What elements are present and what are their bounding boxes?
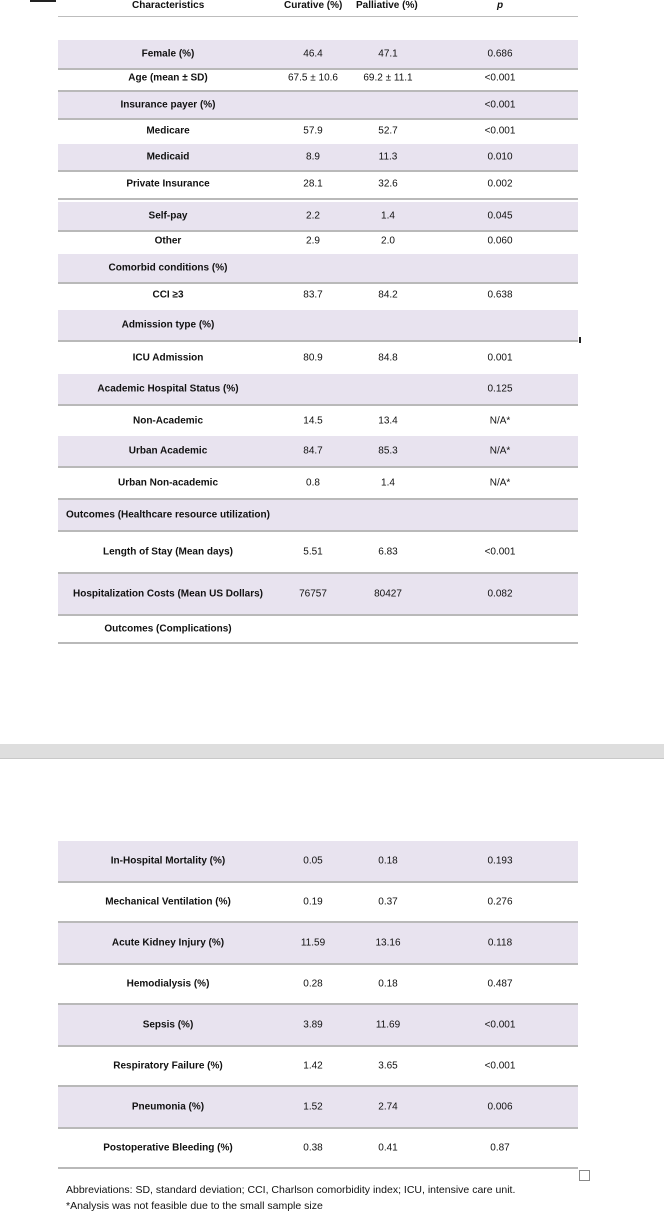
- p-value: <0.001: [484, 125, 516, 137]
- p-value: 0.006: [487, 1101, 513, 1113]
- palliative-value: 69.2 ± 11.1: [363, 72, 413, 84]
- row-label: Respiratory Failure (%): [113, 1060, 223, 1072]
- palliative-value: 84.8: [378, 352, 398, 364]
- row-label: Medicare: [146, 125, 190, 137]
- palliative-value: 2.0: [381, 235, 395, 247]
- curative-value: 28.1: [303, 178, 323, 190]
- p-value: <0.001: [484, 1060, 516, 1072]
- p-value: 0.487: [487, 978, 513, 990]
- table-row: [58, 280, 578, 312]
- table-row: [58, 500, 578, 532]
- document-page-2: [0, 758, 664, 1219]
- curative-value: 84.7: [303, 445, 323, 457]
- curative-value: 8.9: [306, 151, 320, 163]
- row-label: Urban Non-academic: [117, 477, 219, 489]
- table-row: [58, 883, 578, 923]
- table-row: [58, 342, 578, 376]
- footnote-asterisk: *Analysis was not feasible due to the small sample size: [66, 1200, 323, 1212]
- palliative-value: 84.2: [378, 289, 398, 301]
- row-label: Urban Academic: [128, 445, 208, 457]
- table-row: [58, 118, 578, 146]
- table-row: [58, 468, 578, 500]
- row-label: Postoperative Bleeding (%): [103, 1142, 233, 1154]
- curative-value: 0.28: [303, 978, 323, 990]
- p-value: 0.686: [487, 48, 513, 60]
- p-value: 0.87: [490, 1142, 510, 1154]
- palliative-value: 0.18: [378, 855, 398, 867]
- row-label: Hospitalization Costs (Mean US Dollars): [72, 588, 264, 600]
- p-value: 0.118: [487, 937, 513, 949]
- palliative-value: 0.37: [378, 896, 398, 908]
- row-label: Acute Kidney Injury (%): [111, 937, 225, 949]
- palliative-value: 52.7: [378, 125, 398, 137]
- palliative-value: 80427: [374, 588, 402, 600]
- table-row: [58, 1047, 578, 1087]
- curative-value: 2.9: [306, 235, 320, 247]
- row-label: Outcomes (Complications): [104, 623, 232, 635]
- p-value: <0.001: [484, 72, 516, 84]
- row-label: In-Hospital Mortality (%): [110, 855, 226, 867]
- header-palliative: Palliative (%): [356, 0, 418, 11]
- p-value: <0.001: [484, 1019, 516, 1031]
- p-value: 0.125: [487, 383, 513, 395]
- row-label: Non-Academic: [132, 415, 203, 427]
- page-tick-mark: [579, 337, 581, 343]
- table-row: [58, 406, 578, 438]
- header-p-value: p: [497, 0, 504, 11]
- p-value: N/A*: [489, 445, 511, 457]
- palliative-value: 11.69: [375, 1019, 401, 1031]
- p-value: <0.001: [484, 546, 516, 558]
- table-row: [58, 532, 578, 574]
- row-label: ICU Admission: [132, 352, 204, 364]
- palliative-value: 11.3: [378, 151, 398, 163]
- row-label: Admission type (%): [121, 319, 215, 331]
- p-value: 0.638: [487, 289, 513, 301]
- table-row: [58, 574, 578, 616]
- footnote-abbreviations: Abbreviations: SD, standard deviation; CCI, Charlson comorbidity index; ICU, intensive care unit.: [66, 1184, 516, 1196]
- curative-value: 14.5: [303, 415, 323, 427]
- palliative-value: 3.65: [378, 1060, 398, 1072]
- p-value: 0.002: [487, 178, 513, 190]
- header-characteristics: Characteristics: [132, 0, 205, 11]
- p-value: <0.001: [484, 99, 516, 111]
- palliative-value: 6.83: [378, 546, 398, 558]
- palliative-value: 1.4: [381, 210, 395, 222]
- row-label: Hemodialysis (%): [126, 978, 210, 990]
- palliative-value: 47.1: [378, 48, 398, 60]
- table-row: [58, 144, 578, 172]
- curative-value: 46.4: [303, 48, 323, 60]
- page-resize-handle[interactable]: [579, 1170, 590, 1181]
- table-row: [58, 1087, 578, 1129]
- row-label: Mechanical Ventilation (%): [105, 896, 231, 908]
- row-label: Comorbid conditions (%): [108, 262, 228, 274]
- table-row: [58, 92, 578, 120]
- table-row: [58, 923, 578, 965]
- table-row: [58, 310, 578, 342]
- curative-value: 2.2: [306, 210, 320, 222]
- page-corner-mark: [30, 0, 56, 2]
- table-row: [58, 66, 578, 92]
- curative-value: 0.05: [303, 855, 323, 867]
- palliative-value: 13.4: [378, 415, 398, 427]
- row-label: Age (mean ± SD): [128, 72, 208, 84]
- row-label: Medicaid: [146, 151, 190, 163]
- curative-value: 83.7: [303, 289, 323, 301]
- curative-value: 1.42: [303, 1060, 323, 1072]
- table-row: [58, 170, 578, 200]
- row-label: Sepsis (%): [142, 1019, 194, 1031]
- curative-value: 76757: [299, 588, 327, 600]
- table-row: [58, 841, 578, 883]
- p-value: 0.001: [487, 352, 513, 364]
- curative-value: 80.9: [303, 352, 323, 364]
- table-row: [58, 374, 578, 406]
- row-label: Pneumonia (%): [131, 1101, 205, 1113]
- row-label: CCI ≥3: [152, 289, 184, 301]
- p-value: N/A*: [489, 477, 511, 489]
- palliative-value: 0.41: [378, 1142, 398, 1154]
- table-row: [58, 1005, 578, 1047]
- row-label: Outcomes (Healthcare resource utilization): [66, 509, 270, 521]
- curative-value: 0.19: [303, 896, 323, 908]
- palliative-value: 85.3: [378, 445, 398, 457]
- header-rule: [58, 16, 578, 17]
- row-label: Insurance payer (%): [120, 99, 216, 111]
- palliative-value: 0.18: [378, 978, 398, 990]
- row-label: Private Insurance: [126, 178, 210, 190]
- curative-value: 57.9: [303, 125, 323, 137]
- table-row: [58, 1129, 578, 1169]
- table-row: [58, 965, 578, 1005]
- curative-value: 0.38: [303, 1142, 323, 1154]
- curative-value: 1.52: [303, 1101, 323, 1113]
- table-row: [58, 436, 578, 468]
- curative-value: 3.89: [303, 1019, 323, 1031]
- curative-value: 11.59: [300, 937, 326, 949]
- row-label: Female (%): [141, 48, 195, 60]
- page-separator: [0, 744, 664, 758]
- p-value: 0.010: [487, 151, 513, 163]
- palliative-value: 1.4: [381, 477, 395, 489]
- row-label: Other: [154, 235, 182, 247]
- row-label: Self-pay: [148, 210, 188, 222]
- row-label: Length of Stay (Mean days): [102, 546, 233, 558]
- p-value: 0.045: [487, 210, 513, 222]
- curative-value: 5.51: [303, 546, 323, 558]
- palliative-value: 2.74: [378, 1101, 398, 1113]
- row-label: Academic Hospital Status (%): [97, 383, 239, 395]
- palliative-value: 32.6: [378, 178, 398, 190]
- curative-value: 67.5 ± 10.6: [288, 72, 338, 84]
- p-value: 0.276: [487, 896, 513, 908]
- p-value: N/A*: [489, 415, 511, 427]
- p-value: 0.193: [487, 855, 513, 867]
- p-value: 0.060: [487, 235, 513, 247]
- palliative-value: 13.16: [375, 937, 401, 949]
- header-curative: Curative (%): [284, 0, 343, 11]
- curative-value: 0.8: [306, 477, 320, 489]
- p-value: 0.082: [487, 588, 513, 600]
- table-row: [58, 616, 578, 644]
- table-row: [58, 228, 578, 256]
